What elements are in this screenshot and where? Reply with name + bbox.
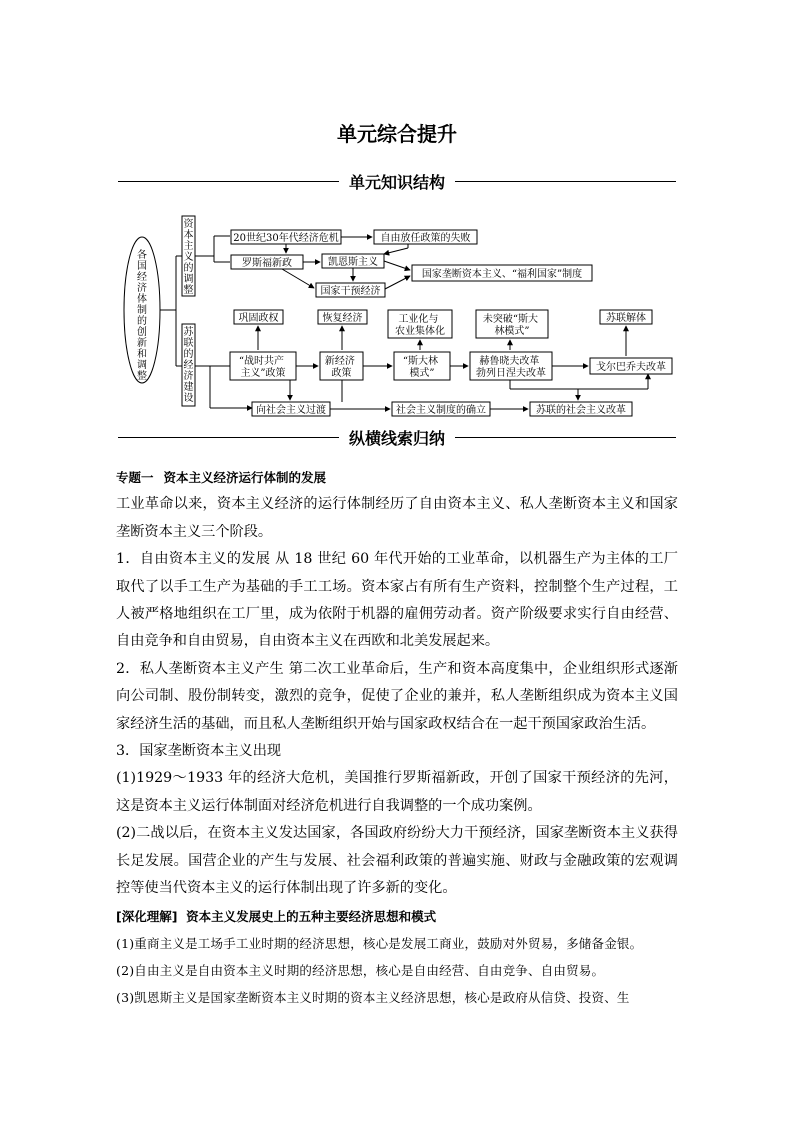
paragraph-2 bbox=[116, 656, 678, 738]
label-breakthrough: 未突破“斯大 林模式” bbox=[482, 314, 538, 337]
section-title-clues: 纵横线索归纳 bbox=[339, 426, 455, 449]
intro-paragraph: 工业革命以来，资本主义经济的运行体制经历了自由资本主义、私人垄断资本主义和国家垄断资本主义三个阶段。 bbox=[116, 496, 678, 540]
paragraph-heading: 国家垄断资本主义出现 bbox=[139, 743, 282, 760]
deep-heading bbox=[116, 903, 678, 930]
label-consolidate: 巩固政权 bbox=[238, 313, 279, 324]
root-label: 各国经济体制的创新和调整 bbox=[137, 250, 147, 382]
main-content bbox=[116, 464, 678, 1011]
paragraph-heading: 自由资本主义的发展 bbox=[139, 551, 271, 568]
label-crisis: 20世纪30年代经济危机 bbox=[233, 233, 339, 244]
paragraph-3a: (1)1929～1933 年的经济大危机，美国推行罗斯福新政，开创了国家干预经济的先河，这是资本主义运行体制面对经济危机进行自我调整的一个成功案例。 bbox=[116, 770, 678, 814]
label-indus: 工业化与 农业集体化 bbox=[395, 314, 445, 337]
paragraph-3b: (2)二战以后，在资本主义发达国家，各国政府纷纷大力干预经济，国家垄断资本主义获得长足发展。国营企业的产生与发展、社会福利政策的普遍实施、财政与金融政策的宏观调控等使当代资本主义的运行体制出现了许多新的变化。 bbox=[116, 825, 678, 897]
label-collapse: 苏联解体 bbox=[606, 313, 646, 324]
knowledge-structure-diagram bbox=[118, 206, 680, 428]
section-heading-clues bbox=[118, 426, 676, 450]
branch-capitalism-label: 资本主义的调整 bbox=[183, 219, 194, 296]
paragraph-number: 1． bbox=[116, 551, 140, 568]
paragraph-number: 2． bbox=[116, 660, 140, 677]
label-statecap: 国家垄断资本主义、“福利国家”制度 bbox=[421, 269, 583, 280]
section-heading-structure bbox=[118, 170, 676, 194]
label-laissez: 自由放任政策的失败 bbox=[380, 233, 471, 244]
label-recover: 恢复经济 bbox=[322, 313, 363, 324]
paragraph-body: 第二次工业革命后，生产和资本高度集中，企业组织形式逐渐向公司制、股份制转变，激烈的竞争，促使了企业的兼并，私人垄断组织成为资本主义国家经济生活的基础，而且私人垄断组织开始与国家政权结合在一起干预国家政治生活。 bbox=[116, 660, 678, 732]
label-intervene: 国家干预经济 bbox=[320, 286, 381, 297]
label-nep: 新经济 政策 bbox=[324, 356, 355, 379]
paragraph-3 bbox=[116, 738, 678, 765]
deep-item: (1)重商主义是工场手工业时期的经济思想，核心是发展工商业，鼓励对外贸易，多储备金银。 bbox=[116, 935, 643, 951]
section-title-structure: 单元知识结构 bbox=[339, 170, 455, 193]
paragraph-body: 从 18 世纪 60 年代开始的工业革命，以机器生产为主体的工厂取代了以手工生产为基础的手工工场。资本家占有所有生产资料，控制整个生产过程，工人被严格地组织在工厂里，成为依附于机器的雇佣劳动者。资产阶级要求实行自由经营、自由竞争和自由贸易，自由资本主义在西欧和北美发展起来。 bbox=[116, 551, 678, 650]
deep-item: (2)自由主义是自由资本主义时期的经济思想，核心是自由经营、自由竞争、自由贸易。 bbox=[116, 962, 605, 978]
label-newdeal: 罗斯福新政 bbox=[242, 258, 292, 269]
label-keynes: 凯恩斯主义 bbox=[328, 257, 378, 268]
label-transition: 向社会主义过渡 bbox=[256, 405, 326, 416]
label-khrush: 赫鲁晓夫改革 勃列日涅夫改革 bbox=[476, 356, 546, 379]
label-stalin: “斯大林 模式” bbox=[402, 356, 438, 379]
topic-heading bbox=[116, 464, 678, 491]
label-soviet-soc: 苏联的社会主义改革 bbox=[536, 405, 626, 416]
page-title: 单元综合提升 bbox=[337, 122, 457, 146]
label-establish: 社会主义制度的确立 bbox=[396, 405, 486, 416]
topic-label: 专题一 bbox=[116, 470, 154, 485]
branch-soviet-label: 苏联的经济建设 bbox=[183, 327, 194, 404]
label-gorb: 戈尔巴乔夫改革 bbox=[596, 362, 666, 373]
deep-title: 资本主义发展史上的五种主要经济思想和模式 bbox=[186, 908, 437, 924]
deep-item: (3)凯恩斯主义是国家垄断资本主义时期的资本主义经济思想，核心是政府从信贷、投资、生 bbox=[116, 989, 630, 1005]
paragraph-1 bbox=[116, 546, 678, 656]
topic-title: 资本主义经济运行体制的发展 bbox=[163, 470, 327, 485]
paragraph-number: 3． bbox=[116, 743, 140, 760]
label-warcomm: “战时共产 主义”政策 bbox=[238, 356, 286, 379]
deep-label: [深化理解] bbox=[116, 908, 178, 924]
paragraph-heading: 私人垄断资本主义产生 bbox=[139, 660, 284, 677]
